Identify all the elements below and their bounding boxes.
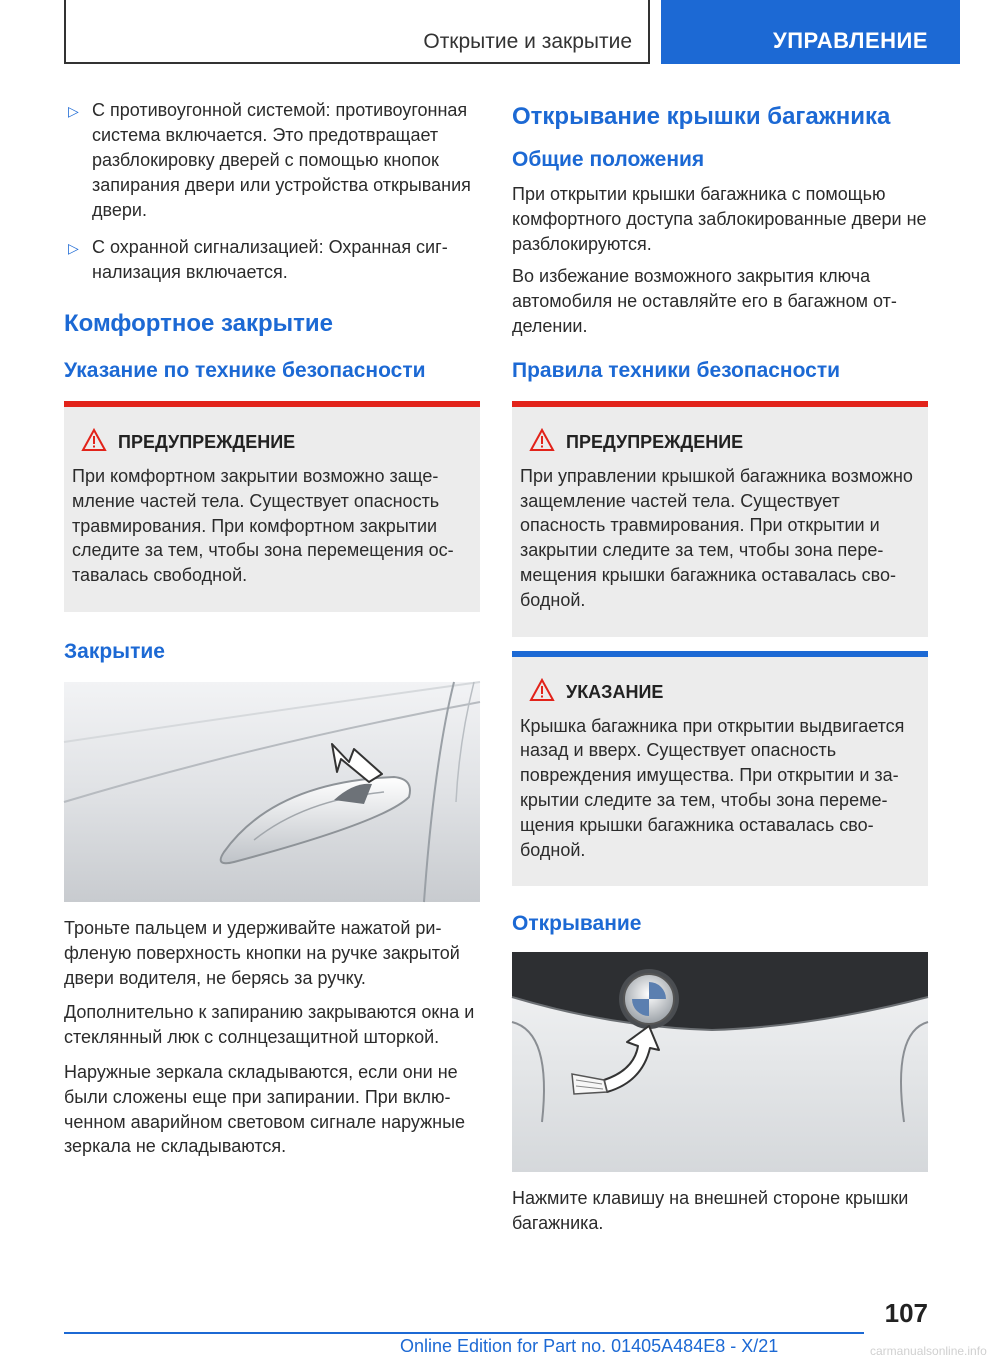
edition-text: Online Edition for Part no. 01405A484E8 - X/21	[400, 1336, 779, 1356]
closing-windows-text: Дополнительно к запиранию закрываются окна и стеклянный люк с солнцезащитной шторкой.	[64, 1002, 475, 1048]
closing-instruction: Троньте пальцем и удерживайте нажатой рифленую поверхность кнопки на ручке закрытой двери водителя, не берясь за ручку.	[64, 917, 460, 988]
warning-text: При управлении крышкой багажника возможно защемление частей тела. Существует опасность травмирования. При открытии и закрытии следите за тем, чтобы зона перемещения крышки багажника оставалась свободной.	[520, 465, 913, 610]
trunk-opening-heading: Открывание крышки багажника	[512, 103, 891, 130]
right-column	[512, 98, 928, 1236]
notice-title: УКАЗАНИЕ	[566, 681, 664, 702]
section-title: УПРАВЛЕНИЕ	[773, 28, 928, 53]
closing-heading: Закрытие	[64, 639, 165, 663]
list-item	[64, 235, 480, 285]
notice-box	[512, 651, 928, 887]
opening-heading: Открывание	[512, 912, 642, 936]
comfort-closing-heading: Комфортное закрытие	[64, 310, 334, 337]
page-number: 107	[884, 1298, 928, 1328]
general-text-1: При открытии крышки багажника с помощью комфортного доступа заблокированные двери не разблокируются.	[512, 184, 927, 254]
warning-box	[64, 401, 480, 612]
header-chapter-box	[64, 0, 650, 64]
safety-rules-heading: Правила техники безопасности	[512, 358, 841, 382]
safety-heading: Указание по технике безопасности	[64, 359, 426, 382]
general-heading: Общие положения	[512, 148, 705, 171]
general-text-2: Во избежание возможного закрытия ключа автомобиля не оставляйте его в багажном отделении.	[512, 266, 897, 336]
header-section-tab	[661, 0, 960, 64]
watermark: carmanualsonline.info	[870, 1344, 987, 1358]
trunk-button-illustration	[512, 952, 928, 1172]
triangle-bullet-icon: ▷	[68, 103, 79, 119]
footer-divider	[64, 1332, 864, 1334]
warning-box	[512, 401, 928, 637]
warning-title: ПРЕДУПРЕЖДЕНИЕ	[118, 432, 296, 452]
notice-triangle-icon	[520, 679, 566, 706]
left-column	[64, 98, 480, 1159]
notice-text: Крышка багажника при открытии выдвигается назад и вверх. Существует опасность повреждения имущества. При открытии и закрытии следите за тем, чтобы зона перемещения крышки багажника оставалась свободной.	[520, 715, 905, 860]
bullet-text: С противоугонной системой: противоугонная система включается. Это предотвращает разблокировку дверей с помощью кнопок запирания двери или устройства открывания двери.	[92, 100, 471, 220]
warning-title: ПРЕДУПРЕЖДЕНИЕ	[566, 431, 744, 452]
warning-triangle-icon	[72, 429, 118, 456]
warning-text: При комфортном закрытии возможно защемление частей тела. Существует опасность травмирования. При комфортном закрытии следите за тем, чтобы зона перемещения оставалась свободной.	[72, 466, 454, 586]
list-item	[64, 98, 480, 223]
opening-instruction: Нажмите клавишу на внешней стороне крышки багажника.	[512, 1188, 909, 1234]
closing-mirrors-text: Наружные зеркала складываются, если они не были сложены еще при запирании. При включенном аварийном световом сигнале наружные зеркала не складываются.	[64, 1061, 466, 1157]
warning-triangle-icon	[520, 429, 566, 456]
door-handle-illustration	[64, 682, 480, 902]
chapter-title: Открытие и закрытие	[423, 30, 632, 53]
bullet-text: С охранной сигнализацией: Охранная сигнализация включается.	[92, 237, 448, 282]
triangle-bullet-icon: ▷	[68, 240, 79, 256]
